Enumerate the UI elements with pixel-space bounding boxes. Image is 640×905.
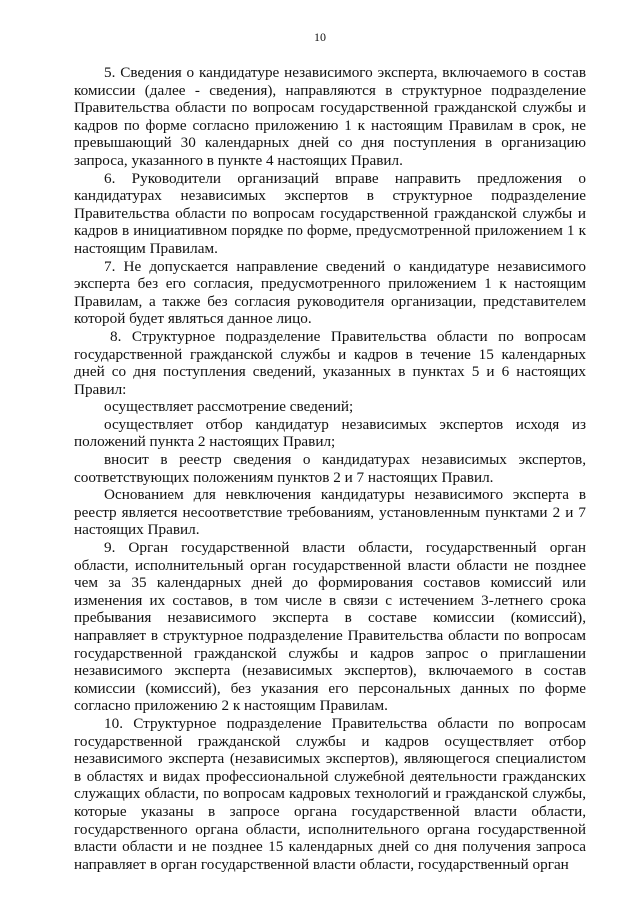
paragraph-8-item-3: вносит в реестр сведения о кандидатурах независимых экспертов, соответствующих положениям пунктов 2 и 7 настоящих Правил. bbox=[74, 451, 586, 486]
paragraph-6: 6. Руководители организаций вправе направить предложения о кандидатурах независимых экспертов в структурное подразделение Правительства области по вопросам государственной гражданской службы и кадров в инициативном порядке по форме, предусмотренной приложением 1 к настоящим Правилам. bbox=[74, 169, 586, 257]
paragraph-8-item-2: осуществляет отбор кандидатур независимых экспертов исходя из положений пункта 2 настоящих Правил; bbox=[74, 415, 586, 451]
paragraph-8-basis: Основанием для невключения кандидатуры независимого эксперта в реестр является несоответствие требованиям, установленным пунктами 2 и 7 настоящих Правил. bbox=[74, 486, 586, 539]
page-number: 10 bbox=[314, 30, 326, 44]
paragraph-7: 7. Не допускается направление сведений о кандидатуре независимого эксперта без его согласия, предусмотренного приложением 1 к настоящим Правилам, а также без согласия руководителя организации, представителем которой будет являться данное лицо. bbox=[74, 257, 586, 328]
paragraph-10: 10. Структурное подразделение Правительства области по вопросам государственной гражданской службы и кадров осуществляет отбор независимого эксперта (независимых экспертов), являющегося специалистом в областях и видах профессиональной служебной деятельности гражданских служащих области, по вопросам кадровых технологий и гражданской службы, которые указаны в запросе органа государственной власти области, государственного органа области, исполнительного органа государственной власти области и не позднее 15 календарных дней со дня получения запроса направляет в орган государственной власти области, государственный орган bbox=[74, 714, 586, 873]
document-body bbox=[74, 64, 586, 873]
paragraph-8-item-1: осуществляет рассмотрение сведений; bbox=[104, 398, 354, 416]
paragraph-9: 9. Орган государственной власти области, государственный орган области, исполнительный орган государственной власти области не позднее чем за 35 календарных дней до формирования составов комиссий или изменения их составов, в том числе в связи с истечением 3-летнего срока пребывания независимого эксперта в составе комиссии (комиссий), направляет в структурное подразделение Правительства области по вопросам государственной гражданской службы и кадров запрос о приглашении независимого эксперта (независимых экспертов), включаемого в состав комиссии (комиссий), без указания его персональных данных по форме согласно приложению 2 к настоящим Правилам. bbox=[74, 539, 586, 715]
paragraph-8: 8. Структурное подразделение Правительства области по вопросам государственной гражданской службы и кадров в течение 15 календарных дней со дня поступления сведений, указанных в пунктах 5 и 6 настоящих Правил: bbox=[74, 327, 586, 398]
paragraph-5: 5. Сведения о кандидатуре независимого эксперта, включаемого в состав комиссии (далее - сведения), направляются в структурное подразделение Правительства области по вопросам государственной гражданской службы и кадров по форме согласно приложению 1 к настоящим Правилам в срок, не превышающий 30 календарных дней со дня поступления в организацию запроса, указанного в пункте 4 настоящих Правил. bbox=[74, 64, 586, 169]
